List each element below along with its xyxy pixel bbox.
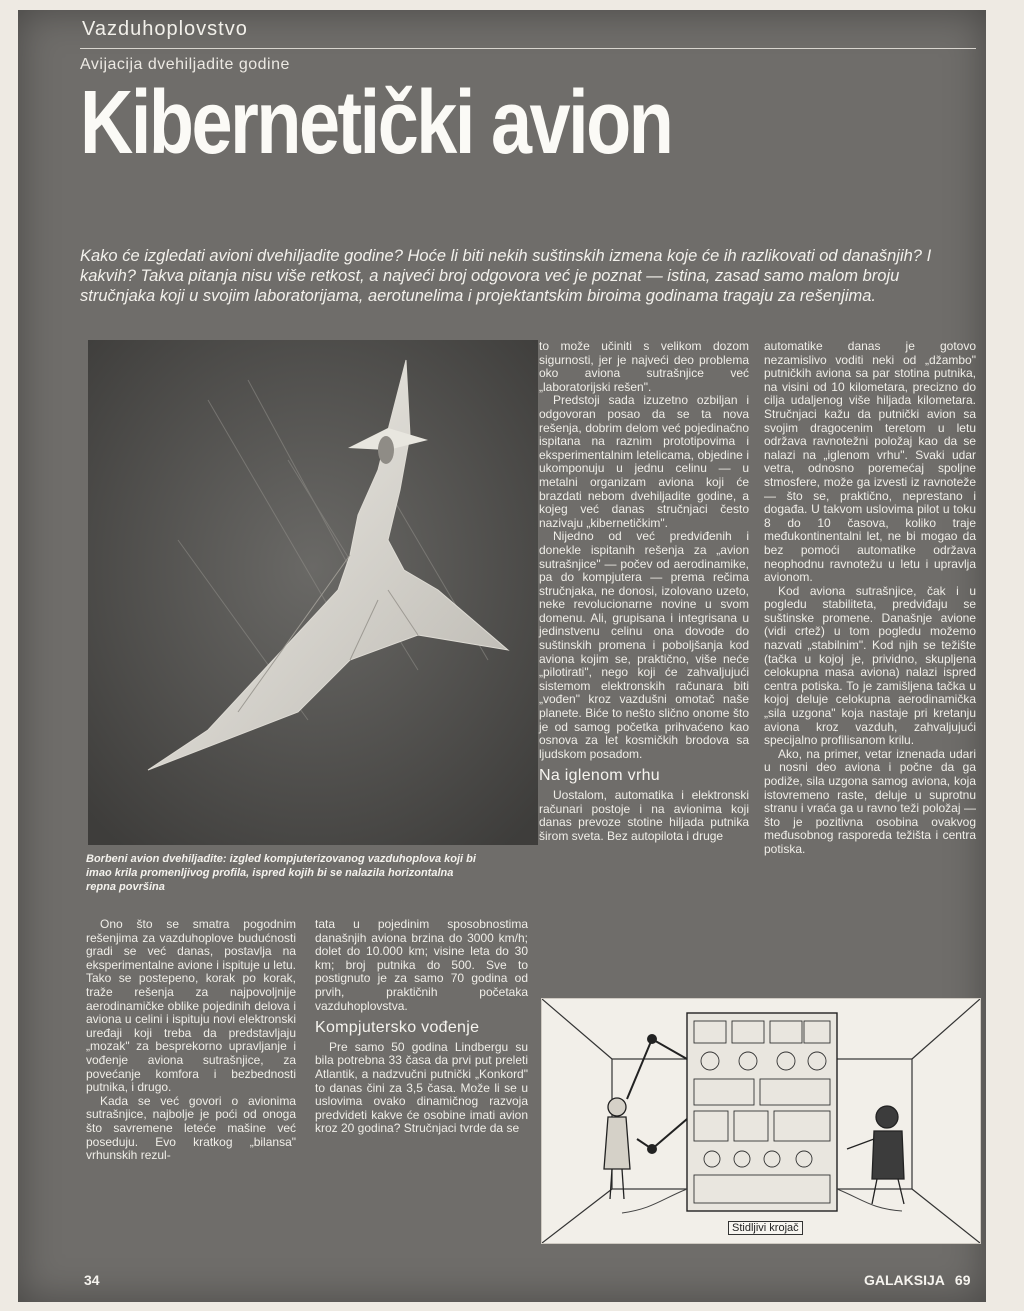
col3-paragraph-2: Predstoji sada izuzetno ozbiljan i odgovoran posao da se ta nova rešenja, dobrim delom već pojedinačno ispitana na raznim prototipovima i eksperimentalnim letelicama, objedine i ukomponuju u jednu celinu — u metalni organizam aviona koji će brazdati nebom dvehiljadite godine, a kojeg već danas stručnjaci često nazivaju „kibernetičkim". <box>539 393 749 530</box>
section-label: Vazduhoplovstvo <box>82 18 248 40</box>
subheading-na-iglenom-vrhu: Na iglenom vrhu <box>539 767 660 785</box>
magazine-name: GALAKSIJA <box>864 1272 945 1288</box>
kicker: Avijacija dvehiljadite godine <box>80 56 290 73</box>
lead-paragraph: Kako će izgledati avioni dvehiljadite godine? Hoće li biti nekih suštinskih izmena koje će ih razlikovati od današnjih? I kakvih? Takva pitanja nisu više retkost, a najveći broj odgovora već je poznat — istina, zasad samo malom broju stručnjaka koji u svojim laboratorijama, aerotunelima i projektantskim biroima godinama tragaju za rešenjima. <box>80 247 932 305</box>
subheading-kompjutersko-vodjenje: Kompjutersko vođenje <box>315 1019 480 1037</box>
magazine-page <box>18 10 986 1302</box>
col4-paragraph-3: Ako, na primer, vetar iznenada udari u nosni deo aviona i počne da ga podiže, sila uzgona samog aviona, koja istovremeno raste, deluje u suprotnu stranu i vraća ga u ravno teži položaj — što je pozitivna osobina ovakvog međusobnog rasporeda težišta i centra potiska. <box>764 746 976 856</box>
cartoon-drawing <box>542 999 980 1243</box>
photo-caption: Borbeni avion dvehiljadite: izgled kompjuterizovanog vazduhoplova koji bi imao krila promenljivog profila, ispred kojih bi se nalazila horizontalna repna površina <box>86 853 476 893</box>
col4-paragraph-2: Kod aviona sutrašnjice, čak i u pogledu stabiliteta, predviđaju se suštinske promene. Današnje avione (vidi crtež) u tom pogledu možemo nazvati „stabilnim". Kod njih se težište (tačka u kojoj je, prividno, skupljena celokupna masa aviona) nalazi ispred centra potiska. To je zamišljena tačka u kojoj deluje celokupna aerodinamička „sila uzgona" koja nastaje pri kretanju aviona kroz vazduh, zahvaljujući specijalno profilisanom krilu. <box>764 583 976 748</box>
column-2 <box>315 918 528 1136</box>
col1-paragraph-1: Ono što se smatra pogodnim rešenjima za vazduhoplove budućnosti gradi se već danas, postavlja na eksperimentalne avione i ispituje u letu. Tako se postepeno, korak po korak, traže rešenja za najpovoljnije aerodinamičke oblike pojedinih delova i aviona u celini i ispituju novi elektronski uređaji koji treba da predstavljaju „mozak" za besprekorno upravljanje i vođenje aviona sutrašnjice, za povećanje komfora i bezbednosti putnika, i drugo. <box>86 917 296 1095</box>
page-number-right: 69 <box>954 1272 971 1288</box>
column-4 <box>764 340 976 857</box>
cartoon-illustration <box>541 998 981 1244</box>
footer-right <box>864 1272 970 1288</box>
aircraft-photo <box>88 340 538 845</box>
col1-paragraph-2: Kada se već govori o avionima sutrašnjice, najbolje je poći od onoga što savremene leteće mašine već poseduju. Evo kratkog „bilansa" vrhunskih rezul- <box>86 1093 296 1163</box>
col3-paragraph-4: Uostalom, automatika i elektronski računari postoje i na avionima koji danas prevoze stotine hiljada putnika širom sveta. Bez autopilota i druge <box>539 788 749 843</box>
col2-paragraph-1: tata u pojedinim sposobnostima današnjih aviona brzina do 3000 km/h; dolet do 10.000 km; visine leta do 30 km; broj putnika do 500. Sve to postignuto je za samo 70 godina od prvih, praktičnih početaka vazduhoplovstva. <box>315 917 528 1013</box>
col3-paragraph-1: to može učiniti s velikom dozom sigurnosti, jer je najveći deo problema oko aviona sutrašnjice već „laboratorijski rešen". <box>539 339 749 394</box>
page-number-left: 34 <box>84 1272 100 1288</box>
column-1 <box>86 918 296 1163</box>
column-3 <box>539 340 749 843</box>
col4-paragraph-1: automatike danas je gotovo nezamislivo voditi neki od „džambo" putničkih aviona sa par stotina putnika, na visini od 10 kilometara, precizno do cilja udaljenog više hiljada kilometara. Stručnjaci kažu da putnički avion sa svojim dragocenim teretom u letu održava ravnotežni položaj kao da se nalazi na „iglenom vrhu". Svaki udar vetra, odnosno poremećaj spoljne stmosfere, može ga izvesti iz ravnoteže — što se, praktično, neprestano i događa. U takvom uslovima pilot u toku 8 do 10 časova, koliko traje međukontinentalni let, ne bi mogao da bez pomoći automatike održava neophodnu ravnotežu u letu i upravlja avionom. <box>764 339 976 585</box>
col3-paragraph-3: Nijedno od već predviđenih i donekle ispitanih rešenja za „avion sutrašnjice" — počev od aerodinamike, pa do kompjutera — prema rečima stručnjaka, ne donosi, izolovano uzeto, neke revolucionarne novine u svom domenu. Ali, grupisana i integrisana u jedinstvenu celinu ona dovode do suštinskih promena i poboljšanja kod aviona kojim se, praktično, više neće „pilotirati", nego koji će zahvaljujući sistemom elektronskih računara biti „vođen" kroz vazdušni omotač naše planete. Biće to nešto slično onome što je od samog početka prihvaćeno kao osnova za let kosmičkih brodova sa ljudskom posadom. <box>539 529 749 761</box>
headline: Kibernetički avion <box>80 73 672 173</box>
header-rule <box>80 48 976 49</box>
cartoon-label: Stidljivi krojač <box>728 1221 803 1235</box>
aircraft-illustration <box>88 340 538 845</box>
col2-paragraph-2: Pre samo 50 godina Lindbergu su bila potrebna 33 časa da prvi put preleti Atlantik, a nadzvučni putnički „Konkord" to danas čini za 3,5 časa. Može li se u uslovima ovako dinamičnog razvoja predvideti kakve će osobine imati avion kroz 20 godina? Stručnjaci tvrde da se <box>315 1039 528 1136</box>
